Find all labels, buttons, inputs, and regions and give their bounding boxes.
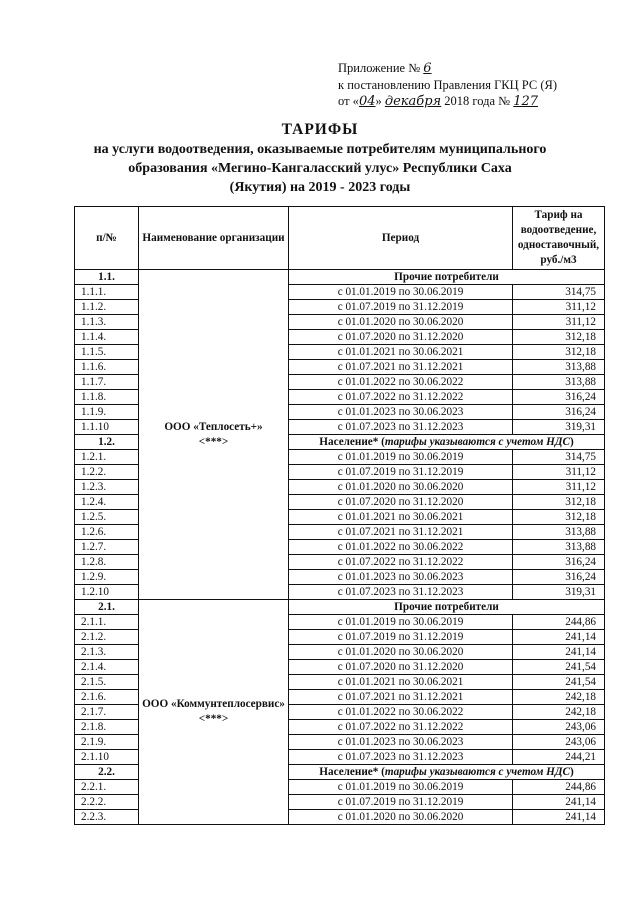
organization-name: ООО «Теплосеть+» <box>164 420 263 433</box>
tariff-value: 312,18 <box>513 330 605 345</box>
row-number: 2.1.9. <box>75 735 139 750</box>
section-number: 2.1. <box>75 600 139 615</box>
tariff-value: 316,24 <box>513 405 605 420</box>
resolution-day: 04 <box>358 94 376 109</box>
section-label: Население* (тарифы указываются с учетом НДС) <box>289 435 605 450</box>
section-row <box>75 270 605 285</box>
row-number: 1.2.7. <box>75 540 139 555</box>
tariff-value: 313,88 <box>513 540 605 555</box>
section-label: Прочие потребители <box>289 270 605 285</box>
row-number: 2.2.3. <box>75 810 139 825</box>
section-label: Прочие потребители <box>289 600 605 615</box>
appendix-header <box>338 60 557 110</box>
period-cell: с 01.07.2023 по 31.12.2023 <box>289 585 513 600</box>
appendix-line-1: Приложение № 6 <box>338 61 432 76</box>
header-tariff: Тариф на водоотведение, одноставочный, руб./м3 <box>513 207 605 270</box>
row-number: 1.2.3. <box>75 480 139 495</box>
period-cell: с 01.01.2023 по 30.06.2023 <box>289 570 513 585</box>
row-number: 1.2.5. <box>75 510 139 525</box>
table-header-row <box>75 207 605 270</box>
tariff-value: 243,06 <box>513 720 605 735</box>
row-number: 2.1.4. <box>75 660 139 675</box>
period-cell: с 01.07.2020 по 31.12.2020 <box>289 330 513 345</box>
period-cell: с 01.01.2021 по 30.06.2021 <box>289 345 513 360</box>
period-cell: с 01.01.2022 по 30.06.2022 <box>289 375 513 390</box>
row-number: 1.1.7. <box>75 375 139 390</box>
tariff-value: 242,18 <box>513 705 605 720</box>
resolution-number: 127 <box>513 94 539 109</box>
tariff-value: 243,06 <box>513 735 605 750</box>
row-number: 1.1.5. <box>75 345 139 360</box>
period-cell: с 01.07.2020 по 31.12.2020 <box>289 660 513 675</box>
period-cell: с 01.01.2020 по 30.06.2020 <box>289 810 513 825</box>
period-cell: с 01.07.2020 по 31.12.2020 <box>289 495 513 510</box>
tariff-value: 241,54 <box>513 660 605 675</box>
tariff-value: 314,75 <box>513 450 605 465</box>
row-number: 1.1.10 <box>75 420 139 435</box>
period-cell: с 01.01.2022 по 30.06.2022 <box>289 540 513 555</box>
period-cell: с 01.01.2019 по 30.06.2019 <box>289 780 513 795</box>
period-cell: с 01.01.2019 по 30.06.2019 <box>289 285 513 300</box>
row-number: 1.2.9. <box>75 570 139 585</box>
tariff-value: 241,14 <box>513 645 605 660</box>
period-cell: с 01.07.2022 по 31.12.2022 <box>289 555 513 570</box>
period-cell: с 01.01.2020 по 30.06.2020 <box>289 480 513 495</box>
period-cell: с 01.01.2021 по 30.06.2021 <box>289 510 513 525</box>
tariff-value: 311,12 <box>513 465 605 480</box>
row-number: 1.1.4. <box>75 330 139 345</box>
appendix-line-3: от «04» декабря 2018 года № 127 <box>338 94 539 109</box>
title-line-3: (Якутия) на 2019 - 2023 годы <box>229 180 411 195</box>
tariff-value: 311,12 <box>513 480 605 495</box>
table-body <box>75 270 605 825</box>
period-cell: с 01.01.2020 по 30.06.2020 <box>289 315 513 330</box>
row-number: 2.1.7. <box>75 705 139 720</box>
row-number: 2.1.6. <box>75 690 139 705</box>
tariff-value: 313,88 <box>513 360 605 375</box>
row-number: 1.2.10 <box>75 585 139 600</box>
tariff-value: 311,12 <box>513 315 605 330</box>
period-cell: с 01.07.2022 по 31.12.2022 <box>289 390 513 405</box>
row-number: 1.2.6. <box>75 525 139 540</box>
period-cell: с 01.01.2022 по 30.06.2022 <box>289 705 513 720</box>
appendix-line-2: к постановлению Правления ГКЦ РС (Я) <box>338 78 558 92</box>
organization-name: ООО «Коммунтеплосервис» <box>142 698 285 710</box>
period-cell: с 01.07.2019 по 31.12.2019 <box>289 795 513 810</box>
organization-name-cell <box>139 600 289 825</box>
period-cell: с 01.01.2021 по 30.06.2021 <box>289 675 513 690</box>
period-cell: с 01.01.2023 по 30.06.2023 <box>289 405 513 420</box>
tariff-value: 314,75 <box>513 285 605 300</box>
header-period: Период <box>289 207 513 270</box>
period-cell: с 01.01.2019 по 30.06.2019 <box>289 450 513 465</box>
tariff-value: 241,54 <box>513 675 605 690</box>
appendix-number: 6 <box>423 61 432 76</box>
title-main: ТАРИФЫ <box>281 121 359 138</box>
section-row <box>75 600 605 615</box>
period-cell: с 01.07.2023 по 31.12.2023 <box>289 420 513 435</box>
row-number: 1.1.3. <box>75 315 139 330</box>
row-number: 1.2.1. <box>75 450 139 465</box>
tariff-table <box>74 206 605 825</box>
tariff-value: 316,24 <box>513 570 605 585</box>
row-number: 1.2.2. <box>75 465 139 480</box>
period-cell: с 01.07.2021 по 31.12.2021 <box>289 525 513 540</box>
row-number: 2.1.2. <box>75 630 139 645</box>
section-number: 1.2. <box>75 435 139 450</box>
period-cell: с 01.01.2023 по 30.06.2023 <box>289 735 513 750</box>
row-number: 1.1.2. <box>75 300 139 315</box>
period-cell: с 01.07.2023 по 31.12.2023 <box>289 750 513 765</box>
title-line-2: образования «Мегино-Кангаласский улус» Республики Саха <box>128 161 512 176</box>
row-number: 2.2.2. <box>75 795 139 810</box>
header-org: Наименование организации <box>139 207 289 270</box>
section-number: 2.2. <box>75 765 139 780</box>
period-cell: с 01.07.2019 по 31.12.2019 <box>289 630 513 645</box>
row-number: 1.2.4. <box>75 495 139 510</box>
period-cell: с 01.07.2019 по 31.12.2019 <box>289 300 513 315</box>
row-number: 2.2.1. <box>75 780 139 795</box>
row-number: 1.1.1. <box>75 285 139 300</box>
tariff-value: 313,88 <box>513 525 605 540</box>
row-number: 2.1.1. <box>75 615 139 630</box>
tariff-value: 242,18 <box>513 690 605 705</box>
period-cell: с 01.01.2019 по 30.06.2019 <box>289 615 513 630</box>
tariff-value: 312,18 <box>513 345 605 360</box>
period-cell: с 01.07.2019 по 31.12.2019 <box>289 465 513 480</box>
row-number: 2.1.5. <box>75 675 139 690</box>
section-number: 1.1. <box>75 270 139 285</box>
period-cell: с 01.07.2022 по 31.12.2022 <box>289 720 513 735</box>
tariff-value: 241,14 <box>513 795 605 810</box>
period-cell: с 01.01.2020 по 30.06.2020 <box>289 645 513 660</box>
tariff-value: 313,88 <box>513 375 605 390</box>
tariff-value: 241,14 <box>513 810 605 825</box>
header-num: п/№ <box>75 207 139 270</box>
tariff-value: 316,24 <box>513 390 605 405</box>
tariff-value: 241,14 <box>513 630 605 645</box>
row-number: 2.1.10 <box>75 750 139 765</box>
tariff-value: 311,12 <box>513 300 605 315</box>
tariff-value: 316,24 <box>513 555 605 570</box>
row-number: 1.2.8. <box>75 555 139 570</box>
tariff-value: 244,21 <box>513 750 605 765</box>
organization-note: <***> <box>198 713 229 725</box>
resolution-month: декабря <box>384 94 442 109</box>
row-number: 2.1.3. <box>75 645 139 660</box>
period-cell: с 01.07.2021 по 31.12.2021 <box>289 360 513 375</box>
row-number: 1.1.8. <box>75 390 139 405</box>
organization-note: <***> <box>198 435 229 448</box>
period-cell: с 01.07.2021 по 31.12.2021 <box>289 690 513 705</box>
organization-name-cell <box>139 270 289 600</box>
title-line-1: на услуги водоотведения, оказываемые потребителям муниципального <box>93 142 547 157</box>
row-number: 2.1.8. <box>75 720 139 735</box>
section-label: Население* (тарифы указываются с учетом НДС) <box>289 765 605 780</box>
row-number: 1.1.9. <box>75 405 139 420</box>
document-title <box>0 120 640 197</box>
tariff-value: 319,31 <box>513 585 605 600</box>
tariff-value: 319,31 <box>513 420 605 435</box>
row-number: 1.1.6. <box>75 360 139 375</box>
tariff-value: 312,18 <box>513 510 605 525</box>
tariff-value: 312,18 <box>513 495 605 510</box>
tariff-value: 244,86 <box>513 615 605 630</box>
tariff-value: 244,86 <box>513 780 605 795</box>
